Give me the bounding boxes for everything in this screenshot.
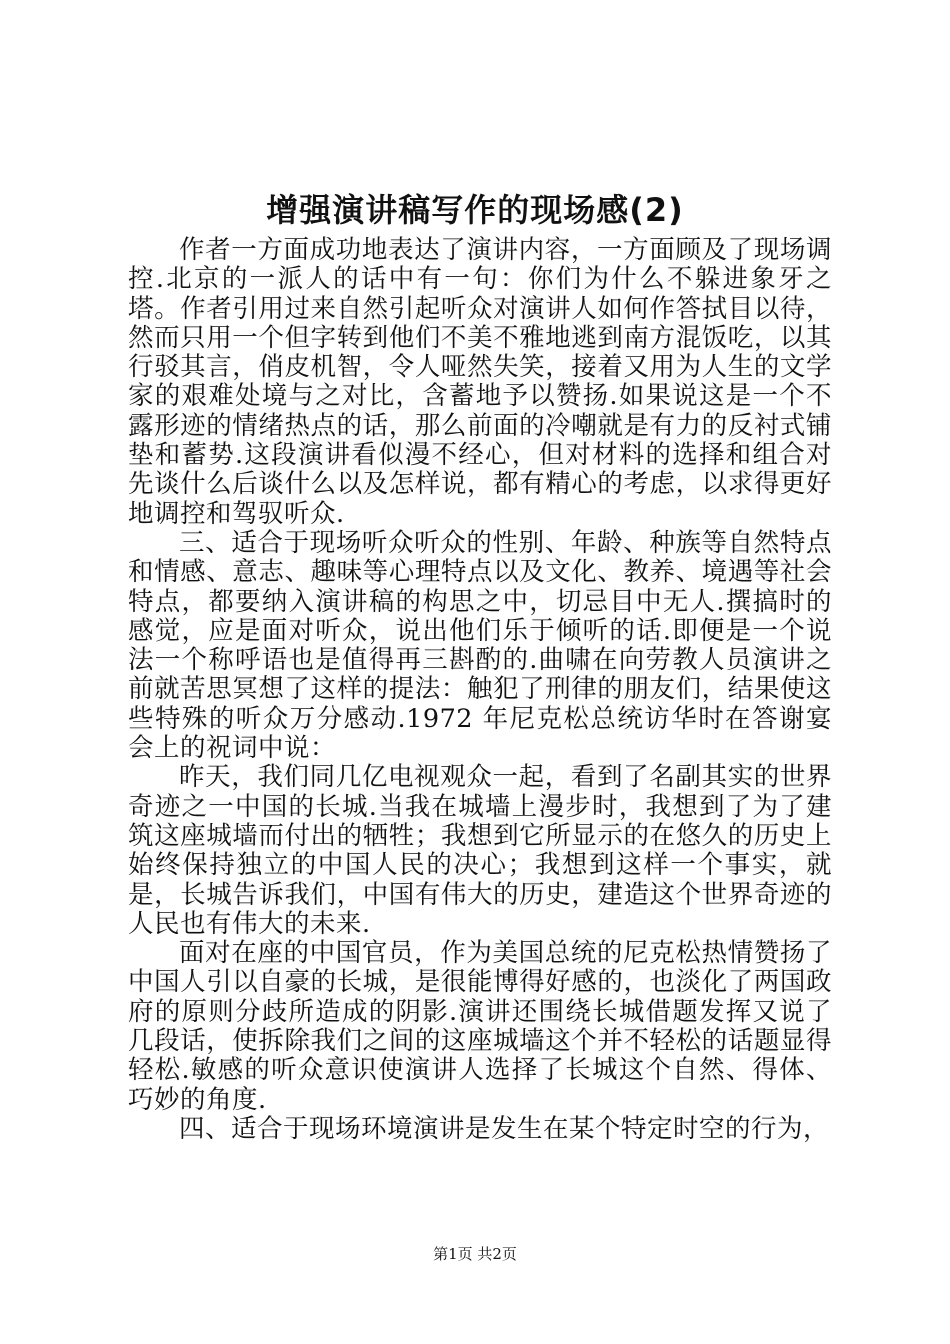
paragraph-3: 昨天，我们同几亿电视观众一起，看到了名副其实的世界奇迹之一中国的长城.当我在城墙上漫步时，我想到了为了建筑这座城墙而付出的牺牲；我想到它所显示的在悠久的历史上始终保持独立的中国人民的决心；我想到这样一个事实，就是，长城告诉我们，中国有伟大的历史，建造这个世界奇迹的人民也有伟大的未来.	[128, 762, 832, 939]
document-body	[128, 236, 832, 1144]
paragraph-5: 四、适合于现场环境演讲是发生在某个特定时空的行为，	[179, 1113, 830, 1144]
document-title: 增强演讲稿写作的现场感(2)	[266, 191, 684, 229]
paragraph-2: 三、适合于现场听众听众的性别、年龄、种族等自然特点和情感、意志、趣味等心理特点以及文化、教养、境遇等社会特点，都要纳入演讲稿的构思之中，切忌目中无人.撰搞时的感觉，应是面对听众，说出他们乐于倾听的话.即便是一个说法一个称呼语也是值得再三斟酌的.曲啸在向劳教人员演讲之前就苦思冥想了这样的提法：触犯了刑律的朋友们，结果使这些特殊的听众万分感动.1972 年尼克松总统访华时在答谢宴会上的祝词中说：	[128, 527, 832, 764]
page-footer: 第1页 共2页	[433, 1245, 517, 1263]
paragraph-4: 面对在座的中国官员，作为美国总统的尼克松热情赞扬了中国人引以自豪的长城，是很能博得好感的，也淡化了两国政府的原则分歧所造成的阴影.演讲还围绕长城借题发挥又说了几段话，使拆除我们之间的这座城墙这个并不轻松的话题显得轻松.敏感的听众意识使演讲人选择了长城这个自然、得体、巧妙的角度.	[128, 938, 832, 1115]
paragraph-1: 作者一方面成功地表达了演讲内容，一方面顾及了现场调控.北京的一派人的话中有一句：你们为什么不躲进象牙之塔。作者引用过来自然引起听众对演讲人如何作答拭目以待，然而只用一个但字转到他们不美不雅地逃到南方混饭吃，以其行驳其言，俏皮机智，令人哑然失笑，接着又用为人生的文学家的艰难处境与之对比，含蓄地予以赞扬.如果说这是一个不露形迹的情绪热点的话，那么前面的冷嘲就是有力的反衬式铺垫和蓄势.这段演讲看似漫不经心，但对材料的选择和组合对先谈什么后谈什么以及怎样说，都有精心的考虑，以求得更好地调控和驾驭听众.	[128, 235, 832, 529]
